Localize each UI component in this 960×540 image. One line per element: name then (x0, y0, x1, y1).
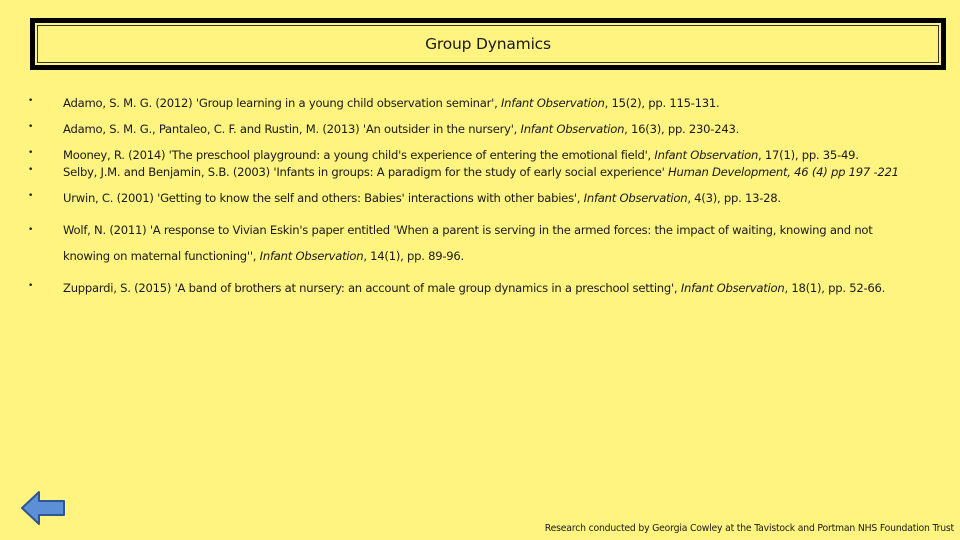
journal-name: Infant Observation (583, 191, 688, 205)
bullet: • (28, 148, 34, 158)
reference-text: Urwin, C. (2001) 'Getting to know the self and others: Babies' interactions with other babies', (63, 191, 584, 205)
reference-item (28, 165, 928, 179)
reference-details: , 17(1), pp. 35-49. (758, 148, 859, 162)
journal-name: Infant Observation (680, 281, 785, 295)
reference-text: Adamo, S. M. G., Pantaleo, C. F. and Rustin, M. (2013) 'An outsider in the nursery', (63, 122, 521, 136)
reference-text: Zuppardi, S. (2015) 'A band of brothers at nursery: an account of male group dynamics in a preschool setting', (63, 281, 681, 295)
reference-details: , 16(3), pp. 230-243. (624, 122, 740, 136)
title-box (30, 18, 946, 70)
journal-name: Infant Observation (654, 148, 759, 162)
reference-text: Mooney, R. (2014) 'The preschool playground: a young child's experience of entering the emotional field', (63, 148, 655, 162)
reference-text: Wolf, N. (2011) 'A response to Vivian Eskin's paper entitled 'When a parent is serving in the armed forces: the impact of waiting, knowing and not knowing on maternal functioning'', (63, 223, 873, 263)
reference-text: Adamo, S. M. G. (2012) 'Group learning in a young child observation seminar', (63, 96, 501, 110)
reference-list (28, 96, 928, 295)
reference-item (28, 96, 928, 110)
bullet: • (28, 122, 34, 132)
reference-item (28, 122, 928, 136)
reference-details: , 4(3), pp. 13-28. (687, 191, 781, 205)
reference-details: , 14(1), pp. 89-96. (363, 249, 464, 263)
back-arrow-icon (20, 490, 66, 526)
bullet: • (28, 165, 34, 175)
reference-item (28, 148, 928, 162)
journal-name: Infant Observation (500, 96, 605, 110)
reference-details: , 15(2), pp. 115-131. (604, 96, 720, 110)
page-title: Group Dynamics (37, 25, 939, 63)
reference-details: , 18(1), pp. 52-66. (784, 281, 886, 295)
journal-name: Infant Observation (259, 249, 364, 263)
bullet: • (28, 96, 34, 106)
journal-name: Human Development, 46 (4) pp 197 -221 (668, 165, 899, 179)
reference-text: Selby, J.M. and Benjamin, S.B. (2003) 'Infants in groups: A paradigm for the study of early social experience' (63, 165, 668, 179)
bullet: • (28, 191, 34, 201)
bullet: • (28, 225, 34, 235)
footer-credit: Research conducted by Georgia Cowley at the Tavistock and Portman NHS Foundation Trust (544, 523, 954, 534)
back-button[interactable] (20, 490, 66, 526)
reference-item (28, 217, 913, 269)
journal-name: Infant Observation (520, 122, 625, 136)
reference-item (28, 281, 928, 295)
bullet: • (28, 281, 34, 291)
reference-item (28, 191, 928, 205)
